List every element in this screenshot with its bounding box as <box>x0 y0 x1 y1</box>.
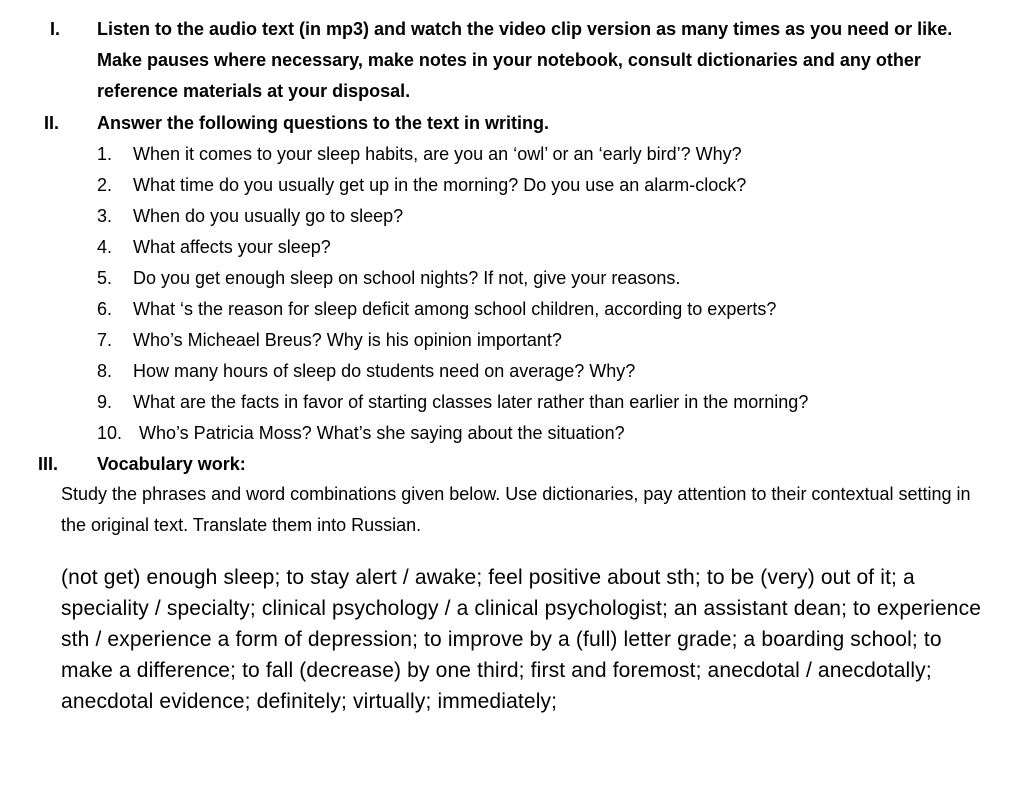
list-item <box>0 170 1030 201</box>
question-number: 8. <box>97 361 113 381</box>
list-item <box>0 294 1030 325</box>
question-text: What affects your sleep? <box>133 237 331 257</box>
list-item <box>0 139 1030 170</box>
question-number: 4. <box>97 237 113 257</box>
list-item <box>0 201 1030 232</box>
question-text: Who’s Micheael Breus? Why is his opinion important? <box>133 330 562 350</box>
question-text: What are the facts in favor of starting classes later rather than earlier in the morning? <box>133 392 809 412</box>
section-1 <box>0 14 1030 107</box>
section-1-instructions: Listen to the audio text (in mp3) and watch the video clip version as many times as you need or like. Make pauses where necessary, make notes in your notebook, consult dictionaries and any other reference materials at your disposal. <box>97 19 953 101</box>
question-text: Who’s Patricia Moss? What’s she saying about the situation? <box>139 423 625 443</box>
question-number: 7. <box>97 330 113 350</box>
question-text: What ‘s the reason for sleep deficit among school children, according to experts? <box>133 299 777 319</box>
section-3-heading: Vocabulary work: <box>97 454 246 474</box>
question-number: 6. <box>97 299 113 319</box>
question-number: 5. <box>97 268 113 288</box>
vocabulary-list: (not get) enough sleep; to stay alert / awake; feel positive about sth; to be (very) out of it; a speciality / specialty; clinical psychology / a clinical psychologist; an assistant dean; to experience sth / experience a form of depression; to improve by a (full) letter grade; a boarding school; to make a difference; to fall (decrease) by one third; first and foremost; anecdotal / anecdotally; anecdotal evidence; definitely; virtually; immediately; <box>61 566 982 713</box>
list-item <box>0 263 1030 294</box>
questions-list <box>0 139 1030 449</box>
vocabulary-intro: Study the phrases and word combinations given below. Use dictionaries, pay attention to their contextual setting in the original text. Translate them into Russian. <box>61 484 971 535</box>
question-number: 3. <box>97 206 113 226</box>
list-item <box>0 325 1030 356</box>
list-item <box>0 356 1030 387</box>
question-text: Do you get enough sleep on school nights? If not, give your reasons. <box>133 268 681 288</box>
list-item <box>0 232 1030 263</box>
section-2 <box>0 108 1030 139</box>
question-number: 9. <box>97 392 113 412</box>
question-text: When do you usually go to sleep? <box>133 206 404 226</box>
question-text: What time do you usually get up in the morning? Do you use an alarm-clock? <box>133 175 747 195</box>
question-text: When it comes to your sleep habits, are you an ‘owl’ or an ‘early bird’? Why? <box>133 144 742 164</box>
list-item <box>0 418 1030 449</box>
question-number: 2. <box>97 175 113 195</box>
section-2-numeral: II. <box>44 113 60 133</box>
question-number: 1. <box>97 144 113 164</box>
question-number: 10. <box>97 423 123 443</box>
question-text: How many hours of sleep do students need on average? Why? <box>133 361 636 381</box>
section-3 <box>0 449 1030 480</box>
section-2-heading: Answer the following questions to the text in writing. <box>97 113 550 133</box>
section-1-numeral: I. <box>50 19 61 39</box>
section-3-numeral: III. <box>38 454 59 474</box>
list-item <box>0 387 1030 418</box>
